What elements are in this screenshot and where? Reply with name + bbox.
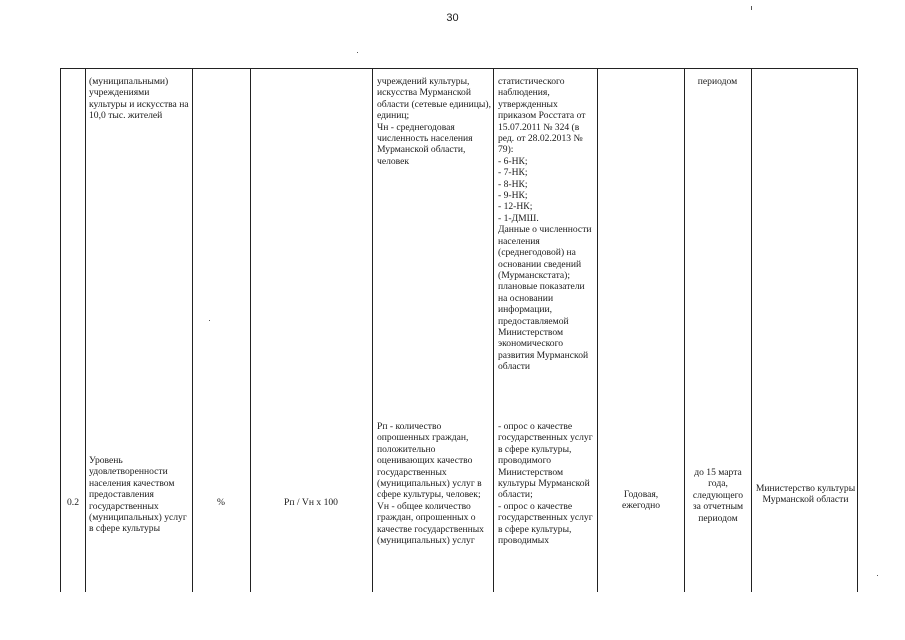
responsible-body: Министерство культуры Мурманской области (755, 483, 856, 506)
column-divider (597, 69, 598, 592)
formula-variables: Рп - количество опрошенных граждан, положительно оценивающих качество государственных (муниципальных) услуг в сфере культуры, человек; Vн - общее количество граждан, опрошенных о качестве государственных (муниципальных) услуг (377, 421, 484, 547)
scan-speck (751, 6, 752, 10)
indicator-name: Уровень удовлетворенности населения качеством предоставления государственных (муниципальных) услуг в сфере культуры (89, 455, 187, 535)
top-row-deadline: периодом (697, 76, 738, 87)
column-divider (684, 69, 685, 592)
row-number: 0.2 (67, 497, 79, 508)
column-divider (250, 69, 251, 592)
scan-speck (357, 52, 358, 53)
column-divider (493, 69, 494, 592)
top-row-sources: статистического наблюдения, утвержденных приказом Росстата от 15.07.2011 № 324 (в ред. от 28.02.2013 № 79): - 6-НК; - 7-НК; - 8-НК; - 9-НК; - 12-НК; - 1-ДМШ. Данные о численности населения (среднегодовой) на основании сведений (Мурманскстата); плановые показатели на основании информации, предоставляемой Министерством экономического развития Мурманской области (498, 76, 592, 373)
scan-speck (877, 575, 878, 576)
scan-speck (209, 320, 210, 321)
column-divider (192, 69, 193, 592)
unit-of-measure: % (217, 497, 225, 508)
periodicity: Годовая, ежегодно (621, 489, 661, 512)
page-number: 30 (446, 12, 459, 24)
column-divider (372, 69, 373, 592)
top-row-variables: учреждений культуры, искусства Мурманской области (сетевые единицы), единиц; Чн - среднегодовая численность населения Мурманской области, человек (377, 76, 491, 167)
column-divider (85, 69, 86, 592)
indicators-table (60, 68, 858, 592)
submission-deadline: до 15 марта года, следующего за отчетным периодом (692, 467, 744, 524)
calculation-formula: Рп / Vн х 100 (284, 497, 338, 508)
data-sources: - опрос о качестве государственных услуг в сфере культуры, проводимого Министерством культуры Мурманской области; - опрос о качестве государственных услуг в сфере культуры, проводимых (498, 421, 593, 547)
column-divider (751, 69, 752, 592)
top-row-indicator-name: (муниципальными) учреждениями культуры и искусства на 10,0 тыс. жителей (89, 76, 189, 122)
